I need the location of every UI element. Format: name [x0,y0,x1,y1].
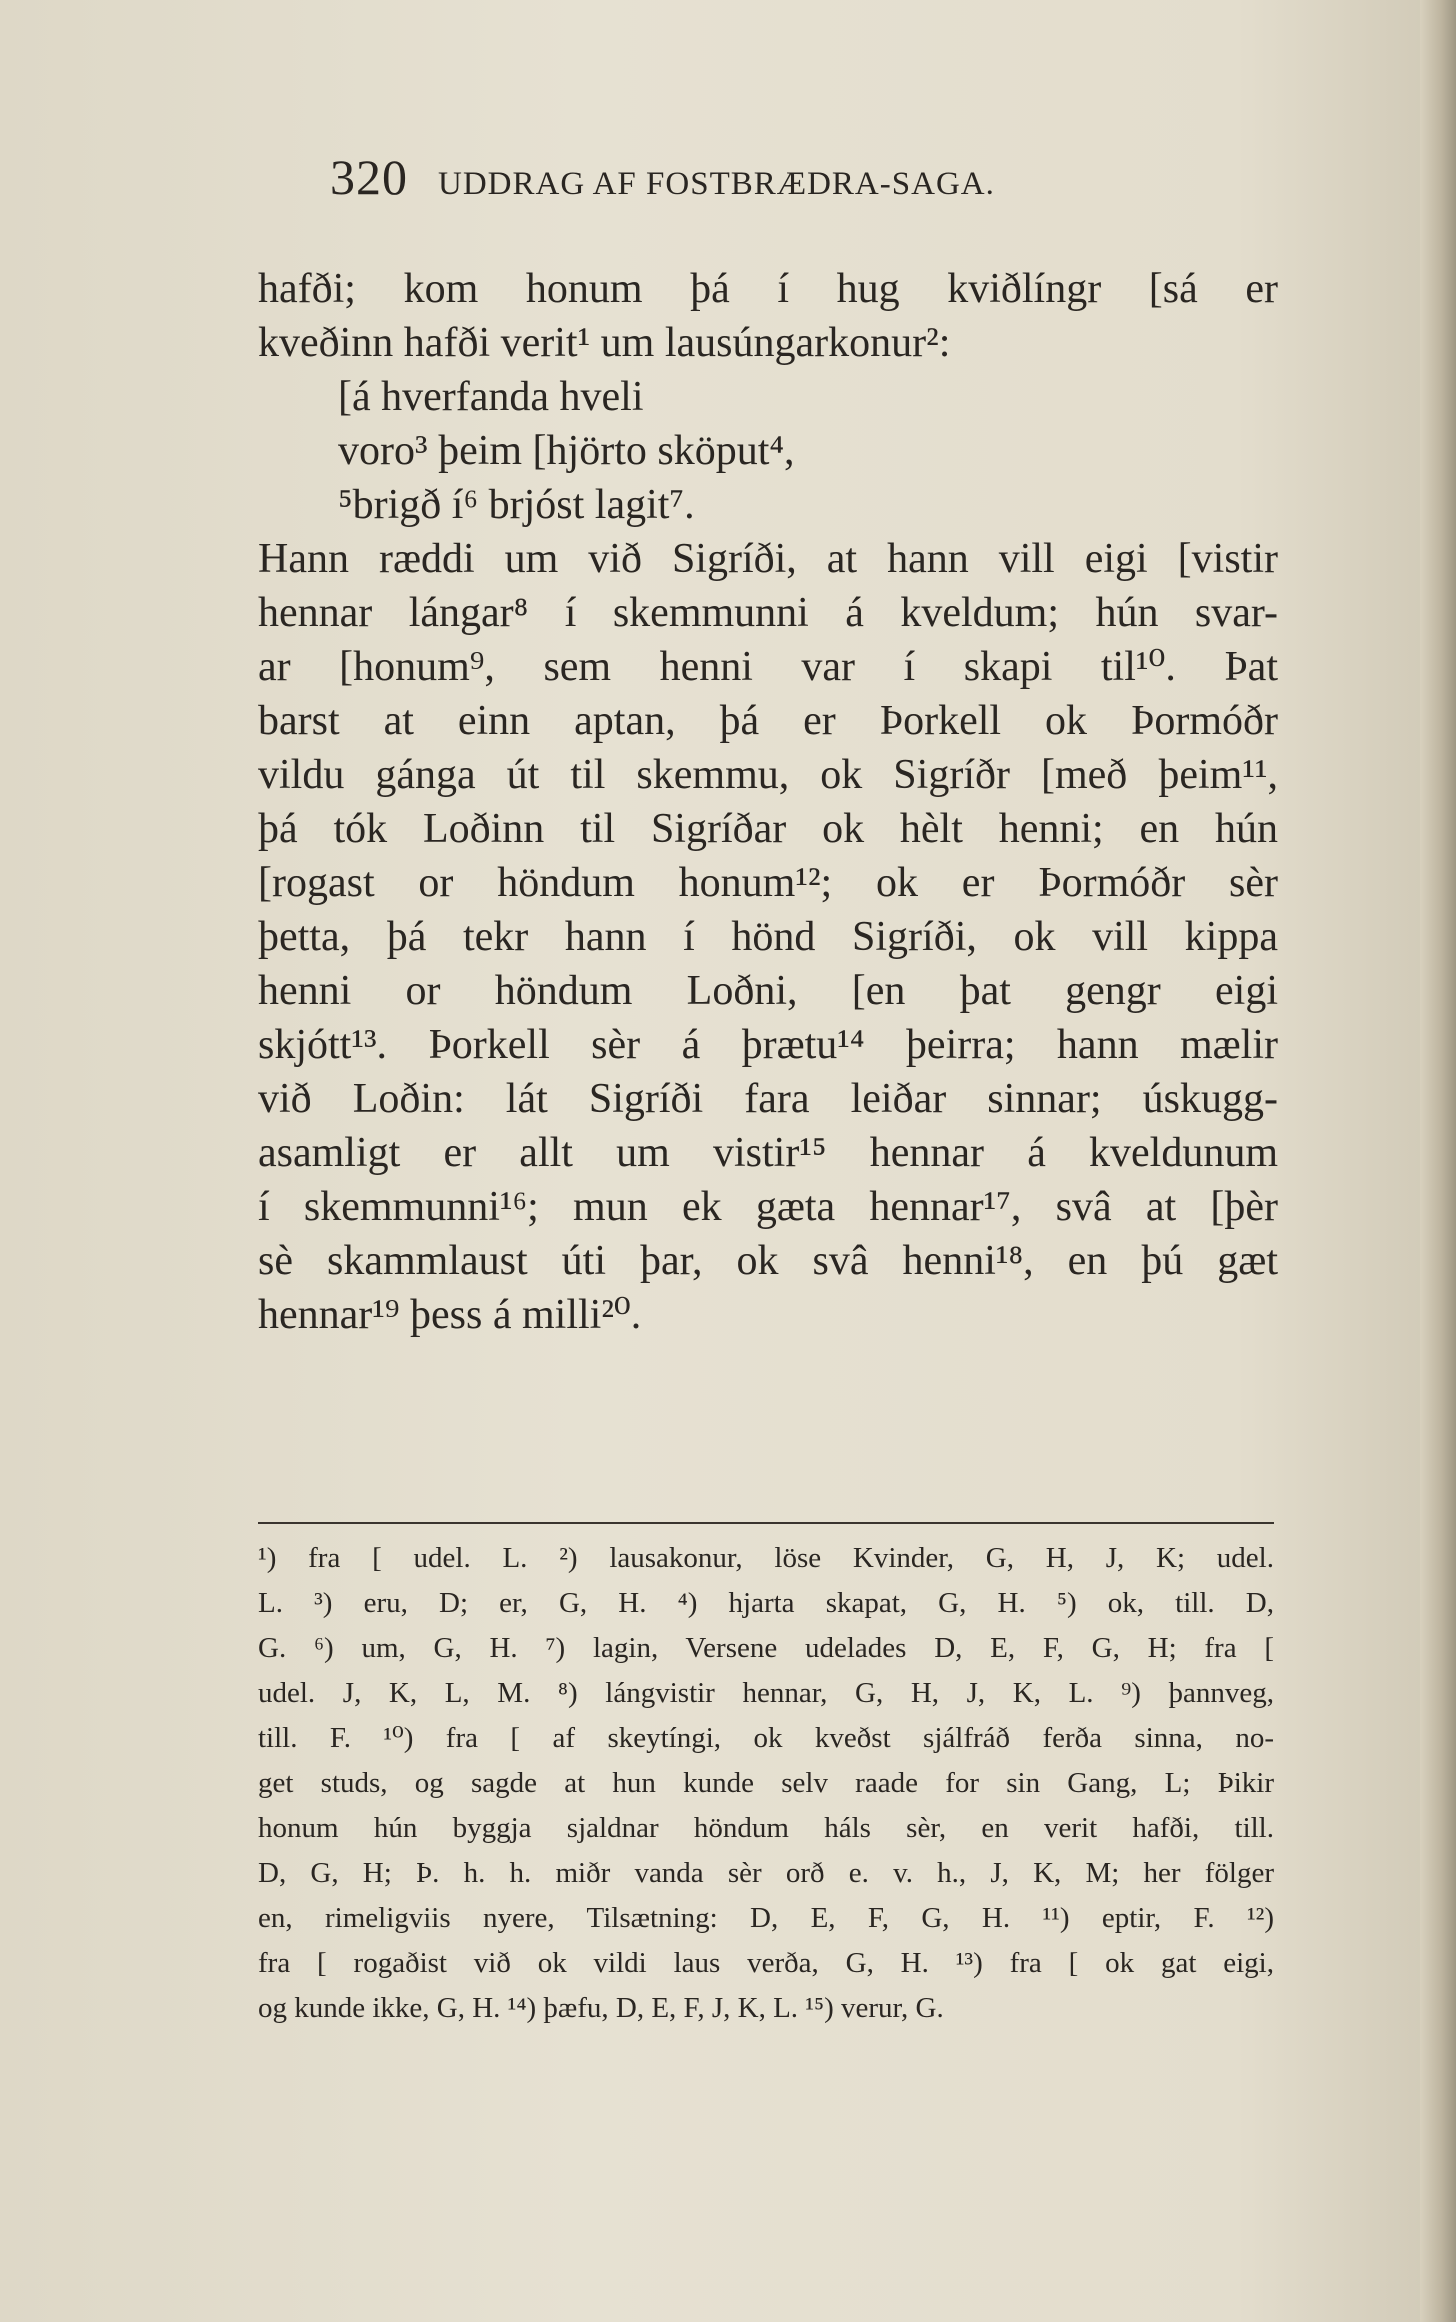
text-line: við Loðin: lát Sigríði fara leiðar sinnar; úskugg- [258,1076,1278,1122]
text-line: hennar lángar⁸ í skemmunni á kveldum; hún svar- [258,590,1278,636]
running-title: UDDRAG AF FOSTBRÆDRA-SAGA. [438,166,995,202]
footnote-line: D, G, H; Þ. h. h. miðr vanda sèr orð e. v. h., J, K, M; her fölger [258,1857,1274,1889]
main-text [258,262,1278,1342]
footnote-line: udel. J, K, L, M. ⁸) lángvistir hennar, G, H, J, K, L. ⁹) þannveg, [258,1677,1274,1709]
footnote-line: en, rimeligviis nyere, Tilsætning: D, E, F, G, H. ¹¹) eptir, F. ¹²) [258,1902,1274,1934]
text-line: þá tók Loðinn til Sigríðar ok hèlt henni; en hún [258,806,1278,852]
footnote-line: og kunde ikke, G, H. ¹⁴) þæfu, D, E, F, J, K, L. ¹⁵) verur, G. [258,1992,944,2024]
text-line: sè skammlaust úti þar, ok svâ henni¹⁸, en þú gæt [258,1238,1278,1284]
text-line: [rogast or höndum honum¹²; ok er Þormóðr sèr [258,860,1278,906]
text-line: þetta, þá tekr hann í hönd Sigríði, ok vill kippa [258,914,1278,960]
text-line: vildu gánga út til skemmu, ok Sigríðr [með þeim¹¹, [258,752,1278,798]
text-line: hennar¹⁹ þess á milli²⁰. [258,1292,642,1338]
footnote-line: get studs, og sagde at hun kunde selv raade for sin Gang, L; Þikir [258,1767,1274,1799]
page-number: 320 [330,149,408,205]
footnotes [258,1536,1274,2031]
text-line: Hann ræddi um við Sigríði, at hann vill eigi [vistir [258,536,1278,582]
page-header [330,148,1230,206]
text-line: asamligt er allt um vistir¹⁵ hennar á kveldunum [258,1130,1278,1176]
footnote-line: honum hún byggja sjaldnar höndum háls sèr, en verit hafði, till. [258,1812,1274,1844]
page-gutter [1420,0,1456,2322]
footnote-line: ¹) fra [ udel. L. ²) lausakonur, löse Kvinder, G, H, J, K; udel. [258,1542,1274,1574]
footnote-line: till. F. ¹⁰) fra [ af skeytíngi, ok kveðst sjálfráð ferða sinna, no- [258,1722,1274,1754]
text-line: í skemmunni¹⁶; mun ek gæta hennar¹⁷, svâ at [þèr [258,1184,1278,1230]
text-line: hafði; kom honum þá í hug kviðlíngr [sá er [258,266,1278,312]
footnote-line: fra [ rogaðist við ok vildi laus verða, G, H. ¹³) fra [ ok gat eigi, [258,1947,1274,1979]
verse-line: [á hverfanda hveli [338,374,644,420]
verse-line: voro³ þeim [hjörto sköput⁴, [338,428,795,474]
text-line: henni or höndum Loðni, [en þat gengr eigi [258,968,1278,1014]
verse-line: ⁵brigð í⁶ brjóst lagit⁷. [338,482,695,528]
text-line: skjótt¹³. Þorkell sèr á þrætu¹⁴ þeirra; hann mælir [258,1022,1278,1068]
text-line: ar [honum⁹, sem henni var í skapi til¹⁰. Þat [258,644,1278,690]
text-line: barst at einn aptan, þá er Þorkell ok Þormóðr [258,698,1278,744]
footnote-divider [258,1522,1274,1524]
text-line: kveðinn hafði verit¹ um lausúngarkonur²: [258,320,951,366]
footnote-line: L. ³) eru, D; er, G, H. ⁴) hjarta skapat, G, H. ⁵) ok, till. D, [258,1587,1274,1619]
footnote-line: G. ⁶) um, G, H. ⁷) lagin, Versene udelades D, E, F, G, H; fra [ [258,1632,1274,1664]
